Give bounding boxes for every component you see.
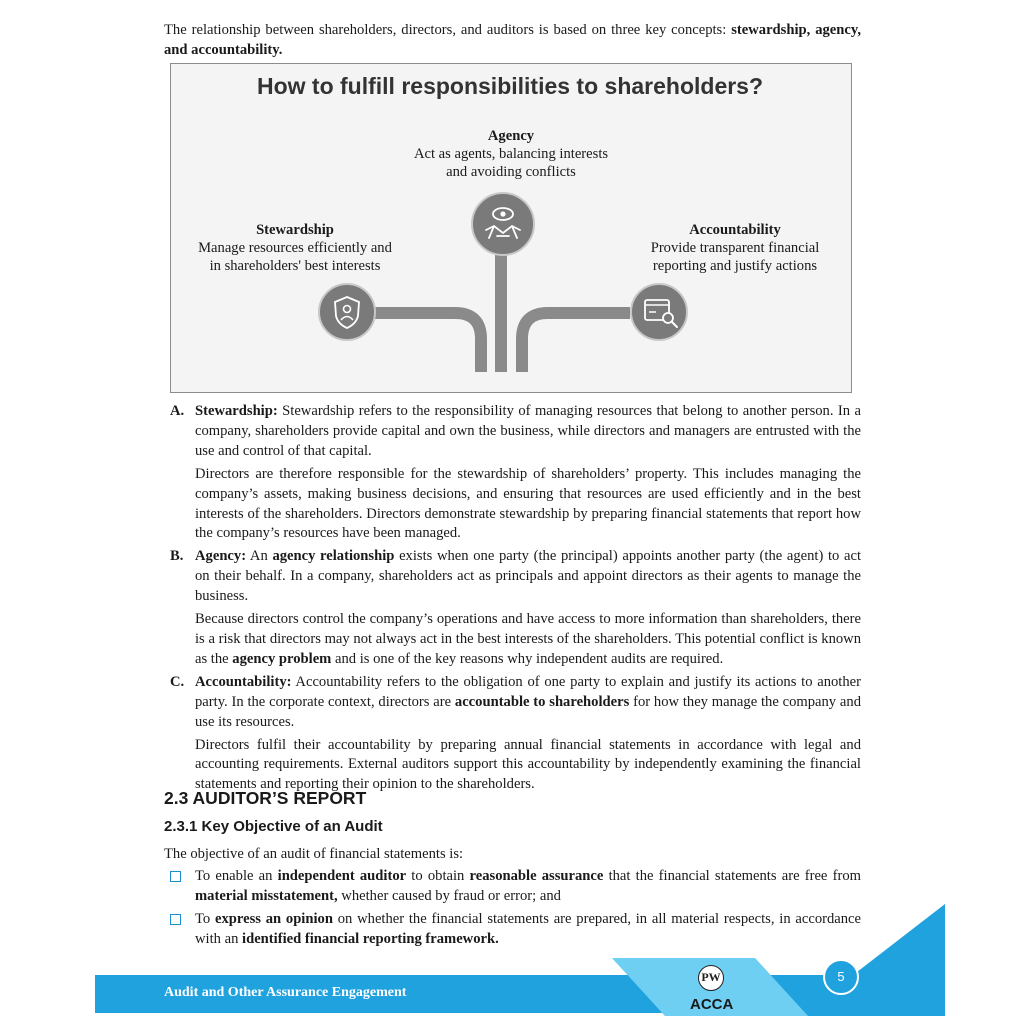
accountability-paragraph-2: Directors fulfil their accountability by preparing annual financial statements in accordance with legal and accounting requirements. External auditors support this accountability by independently examining the financial statements and reporting their opinion to the shareholders. <box>195 736 861 793</box>
agency-problem-term: agency problem <box>232 650 332 667</box>
objective-intro: The objective of an audit of financial statements is: <box>164 846 464 862</box>
agency-heading: Agency <box>487 128 535 144</box>
intro-key-concepts: stewardship, agency, and accountability. <box>164 22 861 58</box>
agency-text: exists when one party (the principal) appoints another party (the agent) to act on their behalf. In a company, shareholders act as principals and appoint directors as their agents to manage the business. <box>195 548 862 605</box>
bullet-text-part: that the financial statements are free from <box>603 868 861 884</box>
bullet-term: identified financial reporting framework. <box>242 930 499 947</box>
item-letter: C. <box>170 673 185 690</box>
bullet-text-part: on whether the financial statements are prepared, in all material respects, in accordance with an <box>195 910 862 947</box>
agency-text: An <box>246 548 273 565</box>
bullet-term: reasonable assurance <box>469 868 604 884</box>
footer-title: Audit and Other Assurance Engagement <box>164 985 407 1000</box>
agency-text: and is one of the key reasons why independent audits are required. <box>331 650 724 667</box>
agency-relationship-term: agency relationship <box>272 548 395 565</box>
stewardship-term: Stewardship: <box>195 403 278 419</box>
bullet-term: material misstatement, <box>195 887 338 904</box>
accountability-term: Accountability: <box>195 673 292 690</box>
agency-desc-line1: Act as agents, balancing interests <box>413 146 609 162</box>
accountability-text: for how they manage the company and use its resources. <box>195 693 861 730</box>
agency-desc-line2: and avoiding conflicts <box>446 164 576 180</box>
accountability-heading: Accountability <box>689 222 781 238</box>
stewardship-text: Stewardship refers to the responsibility of managing resources that belong to another person. In a company, shareholders provide capital and own the business, while directors and managers are entrusted with the use and control of that capital. <box>195 403 861 459</box>
stewardship-desc-line2: in shareholders' best interests <box>209 258 381 274</box>
figure-title: How to fulfill responsibilities to shareholders? <box>256 73 764 99</box>
bullet-text-part: To <box>195 910 215 927</box>
accountability-text: Accountability refers to the obligation of one party to explain and justify its actions to another party. In the corporate context, directors are <box>195 673 861 710</box>
section-heading: 2.3 AUDITOR’S REPORT <box>164 788 367 808</box>
bullet-term: independent auditor <box>277 868 407 884</box>
item-letter: B. <box>170 548 184 565</box>
accountability-desc-line1: Provide transparent financial <box>650 240 820 256</box>
bullet-text-part: to obtain <box>406 868 470 884</box>
agency-term: Agency: <box>195 548 247 565</box>
bullet-term: express an opinion <box>214 910 333 927</box>
stewardship-paragraph-2: Directors are therefore responsible for the stewardship of shareholders’ property. This includes managing the company’s assets, making business decisions, and ensuring that resources are used efficiently and in the best interests of the shareholders. Directors demonstrate stewardship by preparing financial statements that report how the company’s resources have been managed. <box>195 465 861 542</box>
page-number: 5 <box>823 959 859 995</box>
acca-brand: ACCA <box>690 996 734 1013</box>
stewardship-desc-line1: Manage resources efficiently and <box>198 240 392 256</box>
stewardship-heading: Stewardship <box>256 222 334 238</box>
item-letter: A. <box>170 403 185 419</box>
accountable-term: accountable to shareholders <box>454 693 630 710</box>
pw-logo: PW <box>698 965 724 991</box>
agency-text: Because directors control the company’s operations and have access to more information than shareholders, there is a risk that directors may not always act in the best interests of the shareholders. This potential conflict is known as the <box>195 611 861 667</box>
subsection-heading: 2.3.1 Key Objective of an Audit <box>164 818 383 835</box>
accountability-desc-line2: reporting and justify actions <box>652 258 818 274</box>
bullet-text-part: To enable an <box>195 868 278 884</box>
bullet-text-part: whether caused by fraud or error; and <box>337 887 561 904</box>
intro-text: The relationship between shareholders, directors, and auditors is based on three key concepts: <box>164 22 732 38</box>
